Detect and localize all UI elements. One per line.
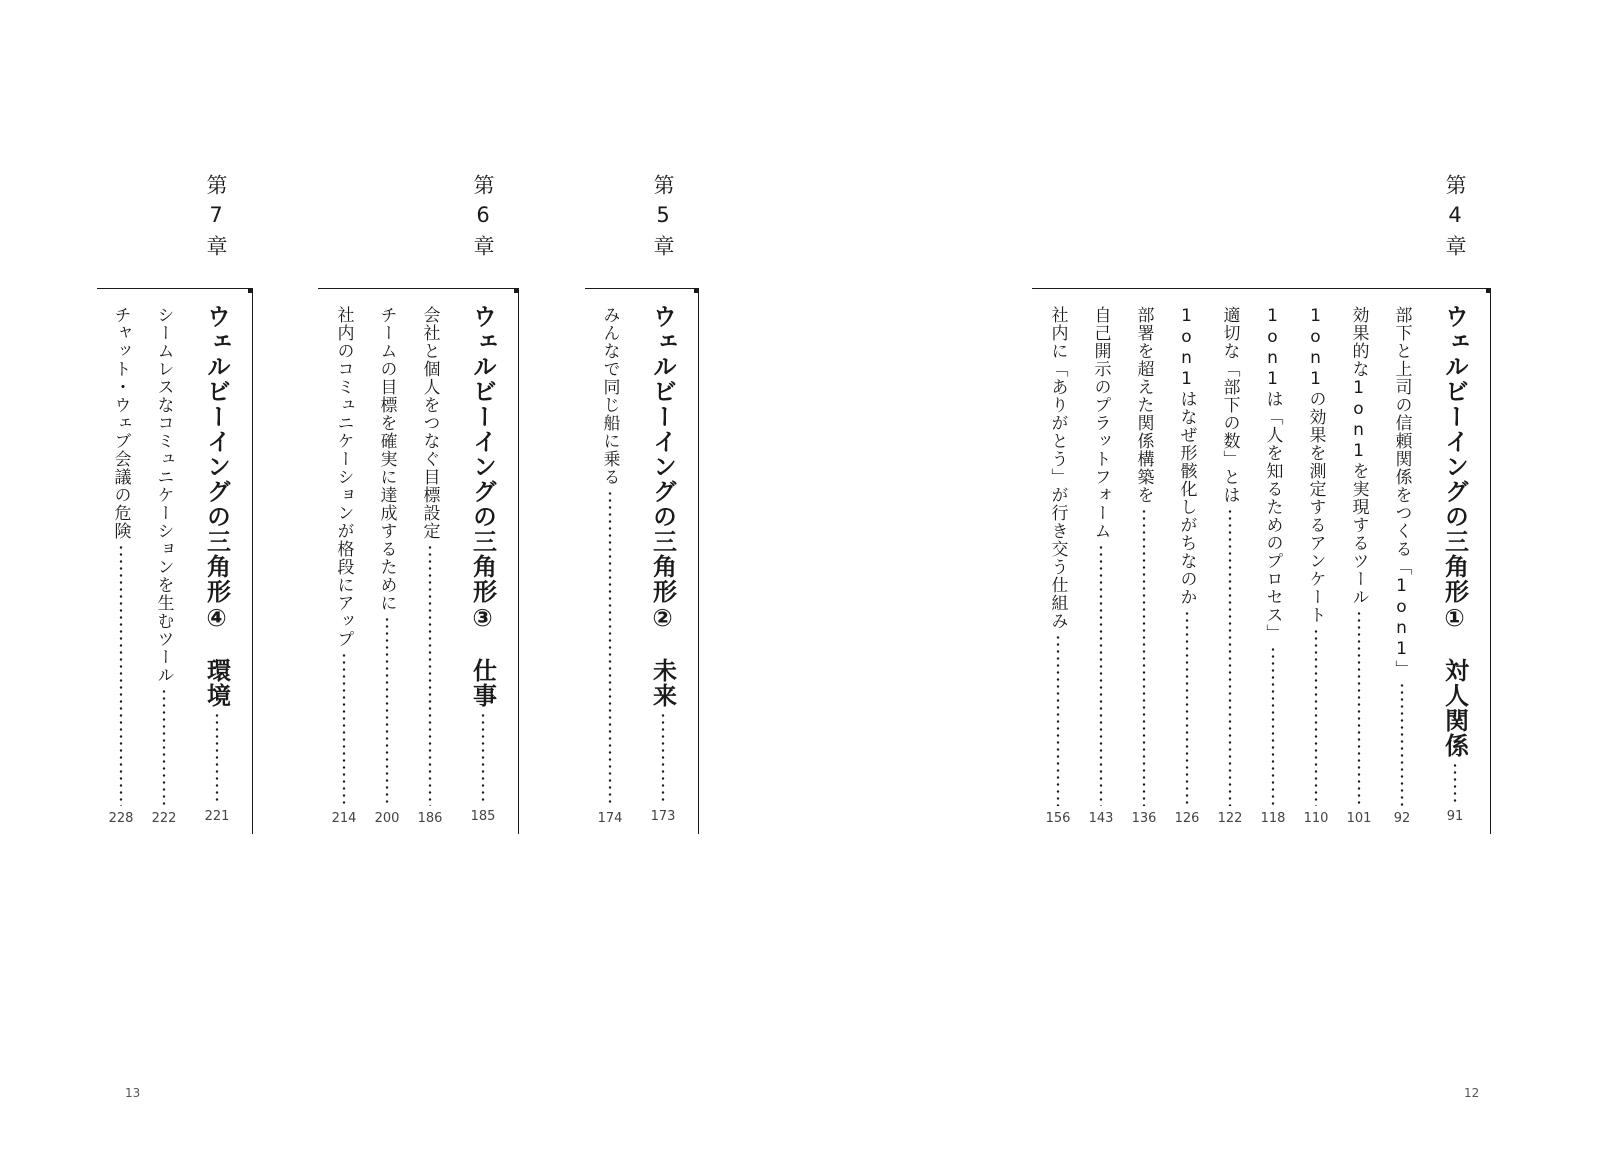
leader-dots	[648, 712, 678, 804]
toc-entry-page: 200	[374, 811, 400, 826]
toc-entry[interactable]	[152, 306, 176, 826]
chapter-5-label: 第5章	[651, 174, 675, 264]
toc-entry[interactable]	[109, 306, 133, 826]
chapter-7-column-line	[252, 290, 253, 834]
toc-entry[interactable]	[1175, 306, 1199, 826]
leader-dots	[375, 616, 399, 806]
leader-dots	[202, 712, 232, 804]
page-number-left: 13	[125, 1086, 141, 1100]
toc-entry-heading[interactable]	[202, 304, 232, 824]
toc-entry-title: 1on1は「人を知るためのプロセス」	[1262, 306, 1283, 642]
toc-entry[interactable]	[1046, 306, 1070, 826]
toc-entry-title: チームの目標を確実に達成するために	[376, 306, 397, 612]
chapter-4-label: 第4章	[1443, 174, 1467, 264]
toc-entry-title: ウェルビーイングの三角形④ 環境	[202, 304, 231, 708]
toc-entry-page: 221	[204, 809, 230, 824]
toc-entry-page: 174	[597, 811, 623, 826]
toc-entry-page: 222	[151, 811, 177, 826]
leader-dots	[1046, 634, 1070, 806]
leader-dots	[1175, 610, 1199, 806]
toc-entry[interactable]	[598, 306, 622, 826]
chapter-4-rule	[1032, 288, 1491, 289]
chapter-5-rule	[585, 288, 698, 289]
leader-dots	[1218, 508, 1242, 806]
chapter-7-rule	[97, 288, 253, 289]
toc-entry-title: 1on1はなぜ形骸化しがちなのか	[1176, 306, 1197, 606]
toc-entry-page: 136	[1131, 811, 1157, 826]
toc-entry-page: 110	[1303, 811, 1329, 826]
toc-entry-page: 156	[1045, 811, 1071, 826]
toc-entry-title: ウェルビーイングの三角形② 未来	[648, 304, 677, 708]
leader-dots	[1132, 508, 1156, 806]
leader-dots	[1440, 762, 1470, 804]
toc-entry-title: 1on1の効果を測定するアンケート	[1305, 306, 1326, 624]
toc-entry[interactable]	[1304, 306, 1328, 826]
toc-entry[interactable]	[1261, 306, 1285, 826]
toc-entry-title: ウェルビーイングの三角形③ 仕事	[468, 304, 497, 708]
leader-dots	[1304, 628, 1328, 806]
toc-entry-page: 143	[1088, 811, 1114, 826]
toc-entry[interactable]	[1089, 306, 1113, 826]
chapter-6-column-line	[518, 290, 519, 834]
toc-entry-heading[interactable]	[648, 304, 678, 824]
toc-entry[interactable]	[418, 306, 442, 826]
toc-entry-page: 92	[1393, 811, 1411, 826]
toc-entry-heading[interactable]	[1440, 304, 1470, 824]
chapter-6-label: 第6章	[471, 174, 495, 264]
toc-entry-title: 効果的な1on1を実現するツール	[1348, 306, 1369, 606]
toc-entry-title: シームレスなコミュニケーションを生むツール	[153, 306, 174, 684]
toc-entry-title: チャット・ウェブ会議の危険	[110, 306, 131, 540]
leader-dots	[1261, 646, 1285, 806]
leader-dots	[1347, 610, 1371, 806]
toc-entry[interactable]	[1347, 306, 1371, 826]
toc-entry-title: 会社と個人をつなぐ目標設定	[419, 306, 440, 540]
toc-entry-page: 126	[1174, 811, 1200, 826]
toc-entry-page: 101	[1346, 811, 1372, 826]
leader-dots	[332, 652, 356, 806]
toc-entry[interactable]	[1218, 306, 1242, 826]
toc-entry[interactable]	[332, 306, 356, 826]
leader-dots	[1089, 544, 1113, 806]
toc-entry-page: 214	[331, 811, 357, 826]
leader-dots	[418, 544, 442, 806]
toc-entry-title: ウェルビーイングの三角形① 対人関係	[1440, 304, 1469, 758]
toc-entry[interactable]	[375, 306, 399, 826]
toc-entry-title: 部下と上司の信頼関係をつくる「1on1」	[1391, 306, 1412, 678]
toc-entry-title: 社内に「ありがとう」が行き交う仕組み	[1047, 306, 1068, 630]
toc-entry[interactable]	[1390, 306, 1414, 826]
chapter-7-label: 第7章	[204, 174, 228, 264]
toc-entry-page: 186	[417, 811, 443, 826]
leader-dots	[468, 712, 498, 804]
toc-entry-page: 91	[1446, 809, 1464, 824]
toc-entry-page: 228	[108, 811, 134, 826]
leader-dots	[109, 544, 133, 806]
toc-entry-heading[interactable]	[468, 304, 498, 824]
toc-entry-title: 社内のコミュニケーションが格段にアップ	[333, 306, 354, 648]
toc-entry-page: 173	[650, 809, 676, 824]
toc-entry-title: 部署を超えた関係構築を	[1133, 306, 1154, 504]
toc-entry-title: 適切な「部下の数」とは	[1219, 306, 1240, 504]
chapter-5-column-line	[698, 290, 699, 834]
toc-entry-page: 185	[470, 809, 496, 824]
leader-dots	[598, 490, 622, 806]
toc-entry-page: 122	[1217, 811, 1243, 826]
chapter-4-column-line	[1490, 290, 1491, 834]
chapter-6-rule	[318, 288, 519, 289]
leader-dots	[1390, 682, 1414, 806]
page-number-right: 12	[1464, 1086, 1480, 1100]
toc-entry[interactable]	[1132, 306, 1156, 826]
toc-entry-page: 118	[1260, 811, 1286, 826]
toc-entry-title: みんなで同じ船に乗る	[599, 306, 620, 486]
toc-entry-title: 自己開示のプラットフォーム	[1090, 306, 1111, 540]
leader-dots	[152, 688, 176, 806]
